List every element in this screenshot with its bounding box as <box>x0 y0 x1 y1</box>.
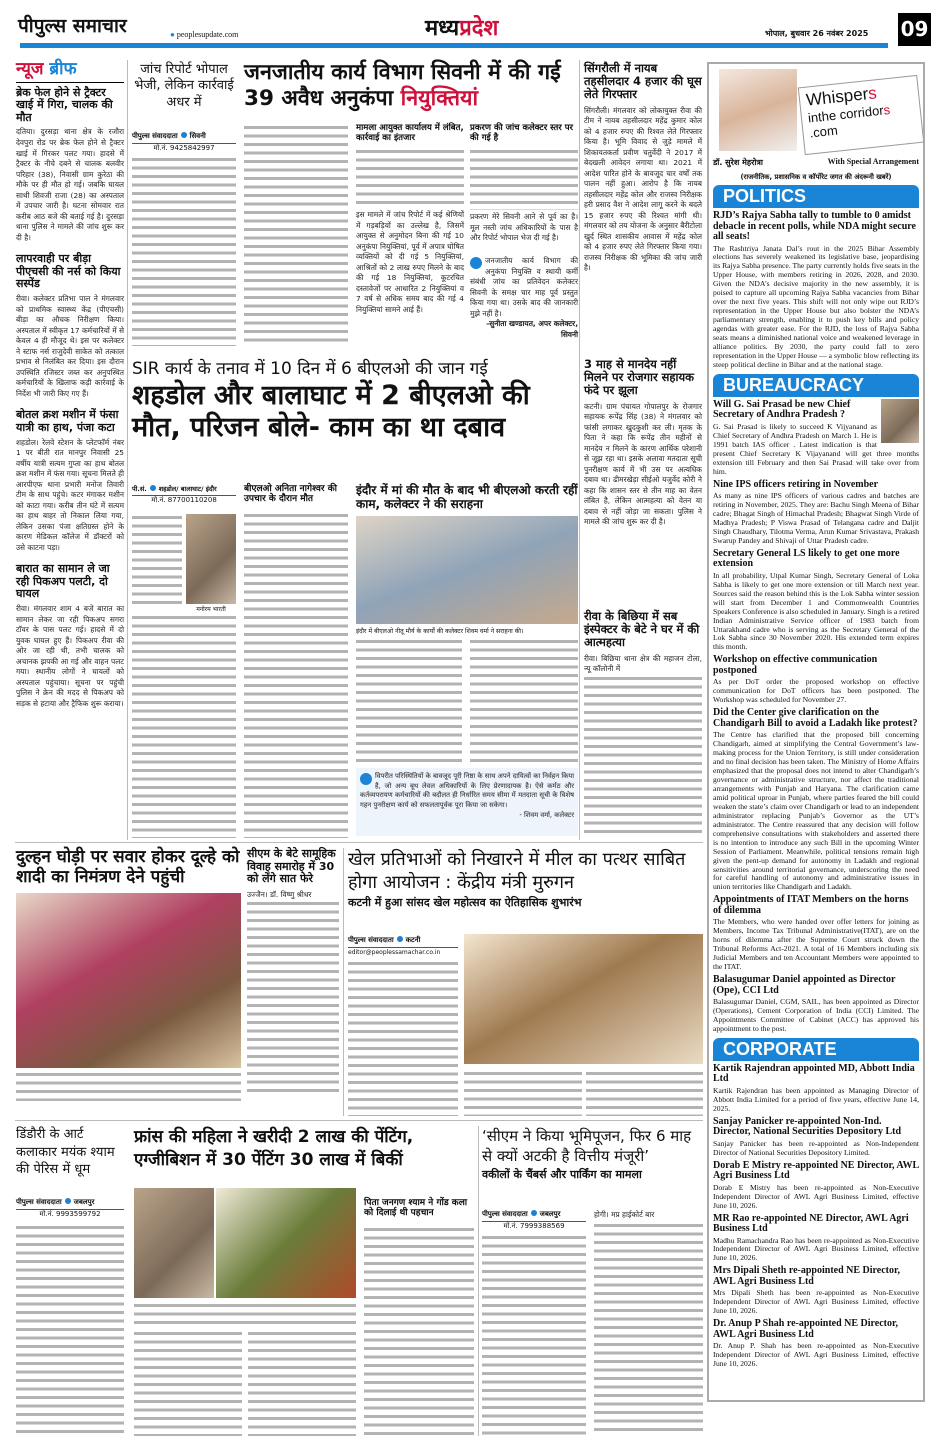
text-column <box>16 1224 124 1436</box>
news-brief-title <box>16 60 124 80</box>
dindori-kicker: डिंडौरी के आर्ट कलाकार मयंक श्याम की पेरिस में धूम <box>16 1127 115 1178</box>
text-column <box>132 514 182 609</box>
item-headline: MR Rao re-appointed NE Director, AWL Agri Business Ltd <box>713 1212 909 1235</box>
brief-headline: लापरवाही पर बीड़ा पीएचसी की नर्स को किया सस्पेंड <box>16 252 121 291</box>
story-headline: 3 माह से मानदेय नहीं मिलने पर रोजगार सहायक फंदे पर झूला <box>584 357 695 398</box>
sir-story <box>132 356 578 840</box>
item-body: The Members, who were handed over offer letters for joining as Members, Income Tax Tribunal Administrative(ITAT), are on the horns of dilemma after the Supreme Court struck down the Tribunal Reforms Act-2021. A total of 16 Members including six Judicial Members and ten Accountant Members were appointed to the ITAT. <box>713 917 919 972</box>
logo-text: inthe corridor <box>807 102 885 126</box>
brief-body: रीवा। मंगलवार शाम 4 बजे बारात का सामान लेकर जा रही पिकअप सगरा टॉवर के पास पलट गई। हादसे में दो युवक घायल हुए हैं। पिकअप रीवा की ओर जा रही थी, तभी चालक को अचानक झपकी आ गई और वाहन पलट गया। स्थानीय लोगों ने घायलों को अस्पताल पहुंचाया। सूचना पर पहुंची पुलिस ने क्रेन की मदद से पिकअप को सड़क से हटाया और ट्रैफिक शुरू कराया। <box>16 604 124 708</box>
dindori-byline <box>16 1198 124 1210</box>
item-headline: Dr. Anup P Shah re-appointed NE Director, AWL Agri Business Ltd <box>713 1318 899 1340</box>
brief-item <box>16 253 124 399</box>
story-headline: ‘सीएम ने किया भूमिपूजन, फिर 6 माह से क्यों अटकी है वित्तीय मंजूरी’ <box>482 1127 692 1166</box>
item-body: As many as nine IPS officers of various cadres and batches are retiring in November, 2025. They are: Bachu Singh Meena of Bihar cadre; Bhagat Singh of Himachal Pradesh; Bhagwat Singh Virde of Madhya Pradesh; P Viswa Prasad of Telangana cadre and Daljit Singh Chaudhary, Tilotma Verma, Arun Kumar Srivastava, Prakash Swarup Pandey and Shivaji of Uttar Pradesh cadre. <box>713 491 919 545</box>
item-headline: Balasugumar Daniel appointed as Director (Ope), CCI Ltd <box>713 974 896 996</box>
text-column <box>482 1234 586 1436</box>
item-body: Dorab E Mistry has been re-appointed as Non-Executive Independent Director of AWL Agri Business Limited, effective June 10, 2026. <box>713 1182 919 1210</box>
top-story-byline <box>132 132 236 144</box>
item-body: The Centre has clarified that the proposed bill concerning Chandigarh, aimed at simplifying the Central Government’s law-making process for the Union Territory, is still under consideration and no final decision has been taken. The Ministry of Home Affairs emphasized that the proposal does not intend to alter Chandigarh’s governance or administrative structure, nor affect the traditional arrangements with Punjab and Haryana. The clarification came amid political uproar in Punjab, where parties feared the bill could weaken the state’s claim over Chandigarh or lead to an independent administrator replacing Punjab’s Governor as the UT’s administrator. The Centre reassured that any decision will follow comprehensive consultations with stakeholders and asserted there is no intention to introduce any such Bill in the upcoming Winter Session of Parliament. Meanwhile, political tensions remain high given the pent-up demand for autonomy in Ladakh and regional sensitivities around territorial governance, underscoring the need for careful handling of autonomy and administrative issues in union territories like Chandigarh and Ladakh. <box>713 730 919 892</box>
column-rule <box>579 60 580 840</box>
sai-prasad-photo <box>881 399 919 443</box>
quote-attribution: - शिवम वर्मा, कलेक्टर <box>519 810 574 819</box>
text-column <box>594 1222 703 1436</box>
sir-headline: शहडोल और बालाघाट में 2 बीएलओ की मौत, परिजन बोले- काम का था दबाव <box>132 380 530 444</box>
quote-text: विपरीत परिस्थितियों के बावजूद पूरी निष्ठा के साथ अपने दायित्वों का निर्वहन किया है, जो अन्य बूथ लेवल अधिकारियों के लिए प्रेरणादायक है। ऐसे कर्मठ और कर्तव्यपरायण कर्मचारियों की बदौलत ही निर्धारित समय सीमा में मतदाता सूची के विशेष गहन पुनरीक्षण कार्य को सफलतापूर्वक पूरा किया जा सकेगा। <box>360 772 574 809</box>
sir-subhead: बीएलओ अनिता नागेश्वर की उपचार के दौरान मौत <box>244 484 337 505</box>
item-headline: Will G. Sai Prasad be new Chief Secretary of Andhra Pradesh ? <box>713 398 851 421</box>
item-body: Kartik Rajendran has been appointed as Managing Director of Abbott India Limited for a period of five years, effective June 14, 2025. <box>713 1085 919 1113</box>
sir-kicker: SIR कार्य के तनाव में 10 दिन में 6 बीएलओ की जान गई <box>132 359 488 379</box>
item-body: Dr. Anup P. Shah has been re-appointed as Non-Executive Independent Director of AWL Agri Business Limited, effective June 10, 2026. <box>713 1341 919 1369</box>
quote-text: जनजातीय कार्य विभाग की अनुकंपा नियुक्ति व स्थायी कर्मी संबंधी जांच का प्रतिवेदन कलेक्टर सिवनी के समक्ष चार माह पूर्व प्रस्तुत किया गया था। उसके बाद की जानकारी मुझे नहीं है। <box>470 256 578 318</box>
news-brief-title-b: ब्रीफ <box>49 59 77 79</box>
gond-painting-photo <box>216 1188 356 1298</box>
story-body: उज्जैन। डॉ. विष्णु श्रीधर <box>247 889 312 899</box>
masthead <box>10 8 935 48</box>
text-column <box>464 1070 582 1116</box>
brief-headline: बोतल क्रश मशीन में फंसा यात्री का हाथ, पंजा कटा <box>16 408 119 434</box>
dindori-headline: फ्रांस की महिला ने खरीदी 2 लाख की पेंटिंग, एग्जीबिशन में 30 पेंटिंग 30 लाख में बिकीं <box>134 1127 414 1170</box>
story-subhead: वकीलों के चैंबर्स और पार्किंग का मामला <box>482 1167 642 1181</box>
story-subhead: कटनी में हुआ सांसद खेल महोत्सव का ऐतिहासिक शुभारंभ <box>348 895 582 909</box>
brief-body: दतिया। दुरसड़ा थाना क्षेत्र के रजौरा देवपुरा रोड पर ब्रेक फेल होने से ट्रैक्टर खाई में गिरकर पलट गया। हादसे में ट्रैक्टर के नीचे दबने से चालक बलवीर परिहार (38), निवासी ग्राम कुरेठा की मौके पर ही मौत हो गई। जबकि घायल साथी शिवजी राजा (28) का अस्पताल में उपचार जारी है। घटना सोमवार रात करीब आठ बजे की बताई गई है। दुरसड़ा थाना पुलिस ने मामले की जांच शुरू कर दी है। <box>16 127 124 242</box>
arrangement-note: With Special Arrangement <box>827 157 919 166</box>
text-column <box>364 1226 474 1436</box>
item-body: Madhu Ramachandra Rao has been re-appointed as Non-Executive Independent Director of AWL Agri Business Limited, effective June 10, 2026. <box>713 1235 919 1263</box>
quote-icon <box>470 257 482 269</box>
dindori-subhead: पिता जनगण श्याम ने गोंड कला को दिलाई थी पहचान <box>364 1198 468 1219</box>
sports-byline <box>348 936 458 948</box>
brief-item <box>16 87 124 244</box>
news-brief-title-a: न्यूज <box>16 59 44 79</box>
text-column <box>244 512 348 838</box>
brief-item <box>16 563 124 709</box>
story-headline: सिंगरौली में नायब तहसीलदार 4 हजार की घूस लेते गिरफ्तार <box>584 61 702 102</box>
item-body: G. Sai Prasad is likely to succeed K Vijyanand as Chief Secretary of Andhra Pradesh on March 1. He is 1991 batch IAS officer . Latest indication is that present Chief Secretary K Vijayanand will get three months extension till February and then Sai Prasad will take over from him. <box>713 421 919 476</box>
section-politics: POLITICS <box>713 185 919 208</box>
logo-text: Whisper <box>805 84 870 110</box>
page-number: 09 <box>898 13 931 46</box>
photo-caption: मनोरम भारती <box>196 606 226 613</box>
minister-event-photo <box>464 934 703 1064</box>
singrauli-story <box>584 62 702 274</box>
indore-blo-photo <box>356 516 578 624</box>
section-title <box>425 16 498 41</box>
section-bureaucracy: BUREAUCRACY <box>713 374 919 397</box>
sir-byline <box>132 484 236 496</box>
item-headline: RJD’s Rajya Sabha tally to tumble to 0 amidst debacle in recent polls, while NDA might secure all seats! <box>713 210 916 242</box>
story-headline: सीएम के बेटे सामूहिक विवाह समारोह में 30 को लेंगे सात फेरे <box>247 847 336 886</box>
brief-headline: बारात का सामान ले जा रही पिकअप पलटी, दो घायल <box>16 562 110 601</box>
photo-caption: इंदौर में बीएलओ नीतू मौर्य के कार्यों की कलेक्टर शिवम वर्मा ने सराहना की। <box>356 628 524 635</box>
logo-text: .com <box>808 122 839 141</box>
sports-story <box>348 848 703 1118</box>
rewa-story <box>584 610 702 835</box>
text-column <box>132 614 236 838</box>
item-headline: Did the Center give clarification on the Chandigarh Bill to avoid a Ladakh like protest? <box>713 707 918 729</box>
story-headline: रीवा के बिछिया में सब इंस्पेक्टर के बेटे ने घर में की आत्महत्या <box>584 609 700 650</box>
byline-name: पीपुल्स संवाददाता <box>482 1210 528 1218</box>
item-headline: Workshop on effective communication postponed <box>713 654 878 676</box>
whispers-column <box>707 62 925 1402</box>
website-link[interactable]: peoplesupdate.com <box>176 30 239 39</box>
top-story-text: इस मामले में जांच रिपोर्ट में कई श्रेणियों में गड़बड़ियों का उल्लेख है, जिसमें आयुक्त से अनुमोदन बिना की गई 10 अनुकंपा नियुक्तियां, पूर्व में अपात्र घोषित व्यक्तियों को दी गई 5 नियुक्तियां, आश्रितों को 2 लाख रुपए मिलने के बाद की गई 18 नियुक्तियां, कूटरचित दस्तावेजों पर आधारित 2 नियुक्तियां व 7 वर्ष से अधिक समय बाद की गई 4 नियुक्तियां सामने आई हैं। <box>356 210 464 314</box>
author-name: डॉ. सुरेश मेहरोत्रा <box>713 158 763 167</box>
story-body: रीवा। बिछिया थाना क्षेत्र की महाजन टोला, न्यू कॉलोनी में <box>584 653 702 674</box>
text-column <box>470 638 578 762</box>
quote-icon <box>360 773 372 785</box>
item-headline: Dorab E Mistry re-appointed NE Director, AWL Agri Business Ltd <box>713 1159 919 1182</box>
item-body: Balasugumar Daniel, CGM, SAIL, has been appointed as Director (Operations), Cement Corporation of India (CCI) Limited. The Appointments Committee of Cabinet (ACC) has approved his appointment to the post. <box>713 997 919 1033</box>
photo-caption <box>16 1071 241 1101</box>
top-story-subhead: प्रकरण की जांच कलेक्टर स्तर पर की गई है <box>470 123 574 143</box>
text-column <box>244 124 348 346</box>
story-body: कटनी। ग्राम पंचायत गोपालपुर के रोजगार सहायक रूपेंद्र सिंह (38) ने मंगलवार को फांसी लगाकर खुदकुशी कर ली। मृतक के पिता ने कहा कि रूपेंद्र तीन महीनों से मानदेय न मिलने के कारण आर्थिक परेशानी से जूझ रहा था। इसके अलावा मतदाता सूची पुनरीक्षण कार्य में भी उस पर अत्यधिक दबाव था। ढीमरखेड़ा सीईओ यजुर्वेद कोरी ने कहा कि शासन स्तर से तीन माह का वेतन लंबित है, लेकिन आत्महत्या को वेतन या दबाव से नहीं जोड़ा जा सकता। पुलिस ने मामले की जांच शुरू कर दी है। <box>584 401 702 527</box>
whispers-header <box>713 67 919 155</box>
logo-text: s <box>867 83 878 104</box>
whispers-tagline: (राजनीतिक, प्रशासनिक व कॉर्पोरेट जगत की अंदरूनी खबरें) <box>740 173 892 181</box>
text-column <box>356 638 462 762</box>
text-column <box>134 1330 242 1436</box>
quote-attribution: -सुनीता खण्डायत, अपर कलेक्टर, सिवनी <box>486 319 578 339</box>
byline-name: पीपुल्स संवाददाता <box>16 1198 62 1206</box>
collector-quote-box <box>356 768 578 836</box>
top-story-subhead: मामला आयुक्त कार्यालय में लंबित, कार्रवाई का इंतजार <box>356 123 464 143</box>
artist-photo <box>134 1188 214 1298</box>
byline-place: कटनी <box>405 936 421 944</box>
item-headline: Nine IPS officers retiring in November <box>713 478 879 490</box>
top-story-text: प्रकरण मेरे सिवनी आने से पूर्व का है। मूल नस्ती जांच अधिकारियों के पास है और रिपोर्ट भोपाल भेज दी गई है। <box>470 212 578 243</box>
court-text: होगी। मप्र हाईकोर्ट बार <box>594 1210 655 1219</box>
brief-body: रीवा। कलेक्टर प्रतिभा पाल ने मंगलवार को प्राथमिक स्वास्थ्य केंद्र (पीएचसी) बीड़ा का औचक निरीक्षण किया। अस्पताल में स्वीकृत 17 कर्मचारियों में से केवल 4 ही मौजूद थे। इस पर कलेक्टर ने स्टाफ नर्स राजुदेवी साकेत को तत्काल प्रभाव से निलंबित कर दिया। इस दौरान उपस्थिति रजिस्टर जब्त कर अनुपस्थित कर्मचारियों के खिलाफ कड़ी कार्रवाई के निर्देश भी जारी किए गए हैं। <box>16 294 124 398</box>
news-brief-column <box>16 60 124 709</box>
story-headline: दुल्हन घोड़ी पर सवार होकर दूल्हे को शादी का निमंत्रण देने पहुंची <box>16 847 240 887</box>
brief-item <box>16 409 124 553</box>
blo-portrait-photo <box>186 514 236 604</box>
row-rule <box>15 842 703 843</box>
section-title-accent: प्रदेश <box>459 16 499 41</box>
brief-body: शहडोल। रेलवे स्टेशन के प्लेटफॉर्म नंबर 1 पर बीती रात मानपुर निवासी 25 वर्षीय यात्री सत्यम गुप्ता का हाथ बोतल क्रश मशीन में फंस गया। सूचना मिलते ही आरपीएफ थाना प्रभारी मनोज तिवारी टीम के साथ पहुंचे। कटर मंगाकर मशीन को काटा गया। करीब तीन घंटे में सत्यम का हाथ बाहर तो निकाल लिया गया, लेकिन उसका पंजा क्षतिग्रस्त होने के कारण मेडिकल कॉलेज में डॉक्टरों को उसे काटना पड़ा। <box>16 437 124 552</box>
item-body: Mrs Dipali Sheth has been re-appointed as Non-Executive Independent Director of AWL Agri Business Limited, effective June 10, 2026. <box>713 1288 919 1316</box>
top-story-kicker: जांच रिपोर्ट भोपाल भेजी, लेकिन कार्रवाई अधर में <box>134 62 234 110</box>
text-column <box>584 675 702 835</box>
author-photo <box>719 69 797 151</box>
text-column <box>248 1330 356 1436</box>
item-body: As per DoT order the proposed workshop on effective communication for DoT officers has been postponed. The Workshop was scheduled for November 27. <box>713 677 919 705</box>
column-rule <box>343 848 344 1116</box>
masthead-rule <box>20 43 888 48</box>
mass-wedding-story <box>247 848 339 1096</box>
wedding-story <box>16 848 241 1118</box>
court-phone: मो.नं. 7999388569 <box>503 1222 565 1230</box>
text-column <box>586 1070 703 1116</box>
byline-place: जबलपुर <box>73 1198 95 1206</box>
sir-phone: मो.नं. 87700110208 <box>151 496 217 504</box>
photo-caption <box>134 1302 356 1326</box>
headline-accent: नियुक्तियां <box>400 85 479 111</box>
item-headline: Sanjay Panicker re-appointed Non-Ind. Director, National Securities Depository Ltd <box>713 1115 902 1138</box>
item-headline: Secretary General LS likely to get one more extension <box>713 547 900 570</box>
text-column <box>470 148 578 210</box>
section-title-part: मध्य <box>425 16 460 41</box>
bride-on-horse-photo <box>16 893 241 1068</box>
item-body: Sanjay Panicker has been re-appointed as Non-Independent Director of National Securities Depository Limited. <box>713 1138 919 1157</box>
quote-box <box>470 256 578 340</box>
byline-place: सिवनी <box>189 132 206 140</box>
court-byline <box>482 1210 586 1222</box>
row-rule <box>15 1120 703 1121</box>
brief-headline: ब्रेक फेल होने से ट्रैक्टर खाई में गिरा, चालक की मौत <box>16 85 113 124</box>
newspaper-logo: पीपुल्स समाचार <box>18 15 127 37</box>
section-corporate: CORPORATE <box>713 1038 919 1061</box>
column-rule <box>478 1126 479 1436</box>
byline-place: शहडोल/ बालाघाट/ इंदौर <box>158 485 217 493</box>
byline-name: पी.सं. <box>132 485 147 493</box>
whispers-logo <box>798 75 924 155</box>
item-headline: Kartik Rajendran appointed MD, Abbott India Ltd <box>713 1062 915 1085</box>
logo-text: s <box>882 101 891 118</box>
story-headline: खेल प्रतिभाओं को निखारने में मील का पत्थर साबित होगा आयोजन : केंद्रीय मंत्री मुरुगन <box>348 849 686 894</box>
story-body: सिंगरौली। मंगलवार को लोकायुक्त रीवा की टीम ने नायब तहसीलदार महेंद्र कुमार कोल को 4 हजार रुपए की रिश्वत लेते गिरफ्तार किया है। भूमि विवाद से जुड़े मामले में शिकायतकर्ता प्रवीण चतुर्वेदी ने 2017 में बेदखली आवेदन लगाया था। 2021 में आदेश पारित होने के बावजूद चार वर्षों तक पालन नहीं हुआ। आरोप है कि नायब तहसीलदार महेंद्र कोल और राजस्व निरीक्षक हरी प्रसाद वैश ने आदेश लागू करने के बदले 15 हजार रुपए की रिश्वत मांगी थी। मंगलवार को तय योजना के अनुसार बैरीटोला खुर्द स्थित शासकीय आवास में महेंद्र कोल को 4 हजार रुपए लेते गिरफ्तार किया गया। राजस्व निरीक्षक की भूमिका की जांच जारी है। <box>584 105 702 273</box>
text-column <box>132 156 236 346</box>
court-story <box>482 1126 703 1440</box>
item-body: In all probability, Utpal Kumar Singh, Secretary General of Loka Sabha is likely to get one more extension or till March next year. Sources said the reason behind this is the Lok Sabha winter session will start from December 1 and Commonwealth Countries Speakers Conference is also scheduled in January. Singh is a retired Indian Administrative Service officer of 1983 batch from Uttarakhand cadre who is serving as the Secretary General of the Lok Sabha since 30 November 2020. His extended term expires this month. <box>713 570 919 652</box>
item-headline: Appointments of ITAT Members on the horns of dilemma <box>713 894 909 916</box>
top-story <box>132 60 578 350</box>
katni-story <box>584 358 702 528</box>
item-headline: Mrs Dipali Sheth re-appointed NE Director, AWL Agri Business Ltd <box>713 1265 901 1287</box>
sir-subhead: इंदौर में मां की मौत के बाद भी बीएलओ करती रहीं काम, कलेक्टर ने की सराहना <box>356 483 578 511</box>
dindori-phone: मो.नं. 9993599792 <box>39 1210 101 1218</box>
byline-name: पीपुल्स संवाददाता <box>132 132 178 140</box>
column-rule <box>127 60 128 840</box>
headline-text: जनजातीय कार्य विभाग सिवनी में की गई 39 अवैध अनुकंपा <box>244 60 561 111</box>
top-story-phone: मो.नं. 9425842997 <box>153 144 215 152</box>
dateline: भोपाल, बुधवार 26 नवंबर 2025 <box>765 29 869 38</box>
website[interactable]: ● peoplesupdate.com <box>170 30 239 39</box>
text-column <box>247 900 339 1096</box>
text-column <box>348 960 458 1116</box>
email-link[interactable]: editor@peoplessamachar.co.in <box>348 949 441 956</box>
byline-name: पीपुल्स संवाददाता <box>348 936 394 944</box>
top-story-headline <box>244 60 578 112</box>
byline-place: जबलपुर <box>539 1210 561 1218</box>
text-column <box>356 148 464 208</box>
item-body: The Rashtriya Janata Dal’s rout in the 2025 Bihar Assembly elections has severely weakened its legislative base, jeopardising its Rajya Sabha presence. The party currently holds five seats in the Upper House, with members retiring in 2026, 2028, and 2030. Given the NDA’s decisive majority in the new assembly, it is poised to capture all upcoming Rajya Sabha vacancies from Bihar over the next five years. This shift will not only wipe out RJD’s representation in the Upper House but also bolster the NDA’s parliamentary strength, enabling it to push key bills and policy agendas with greater ease. For the RJD, the loss of Rajya Sabha seats means a diminished national voice and weakened leverage in alliance politics. By 2030, the party could fall to zero representation in the Upper House — a symbolic blow reflecting its steep political decline in Bihar and at the national stage. <box>713 243 919 369</box>
